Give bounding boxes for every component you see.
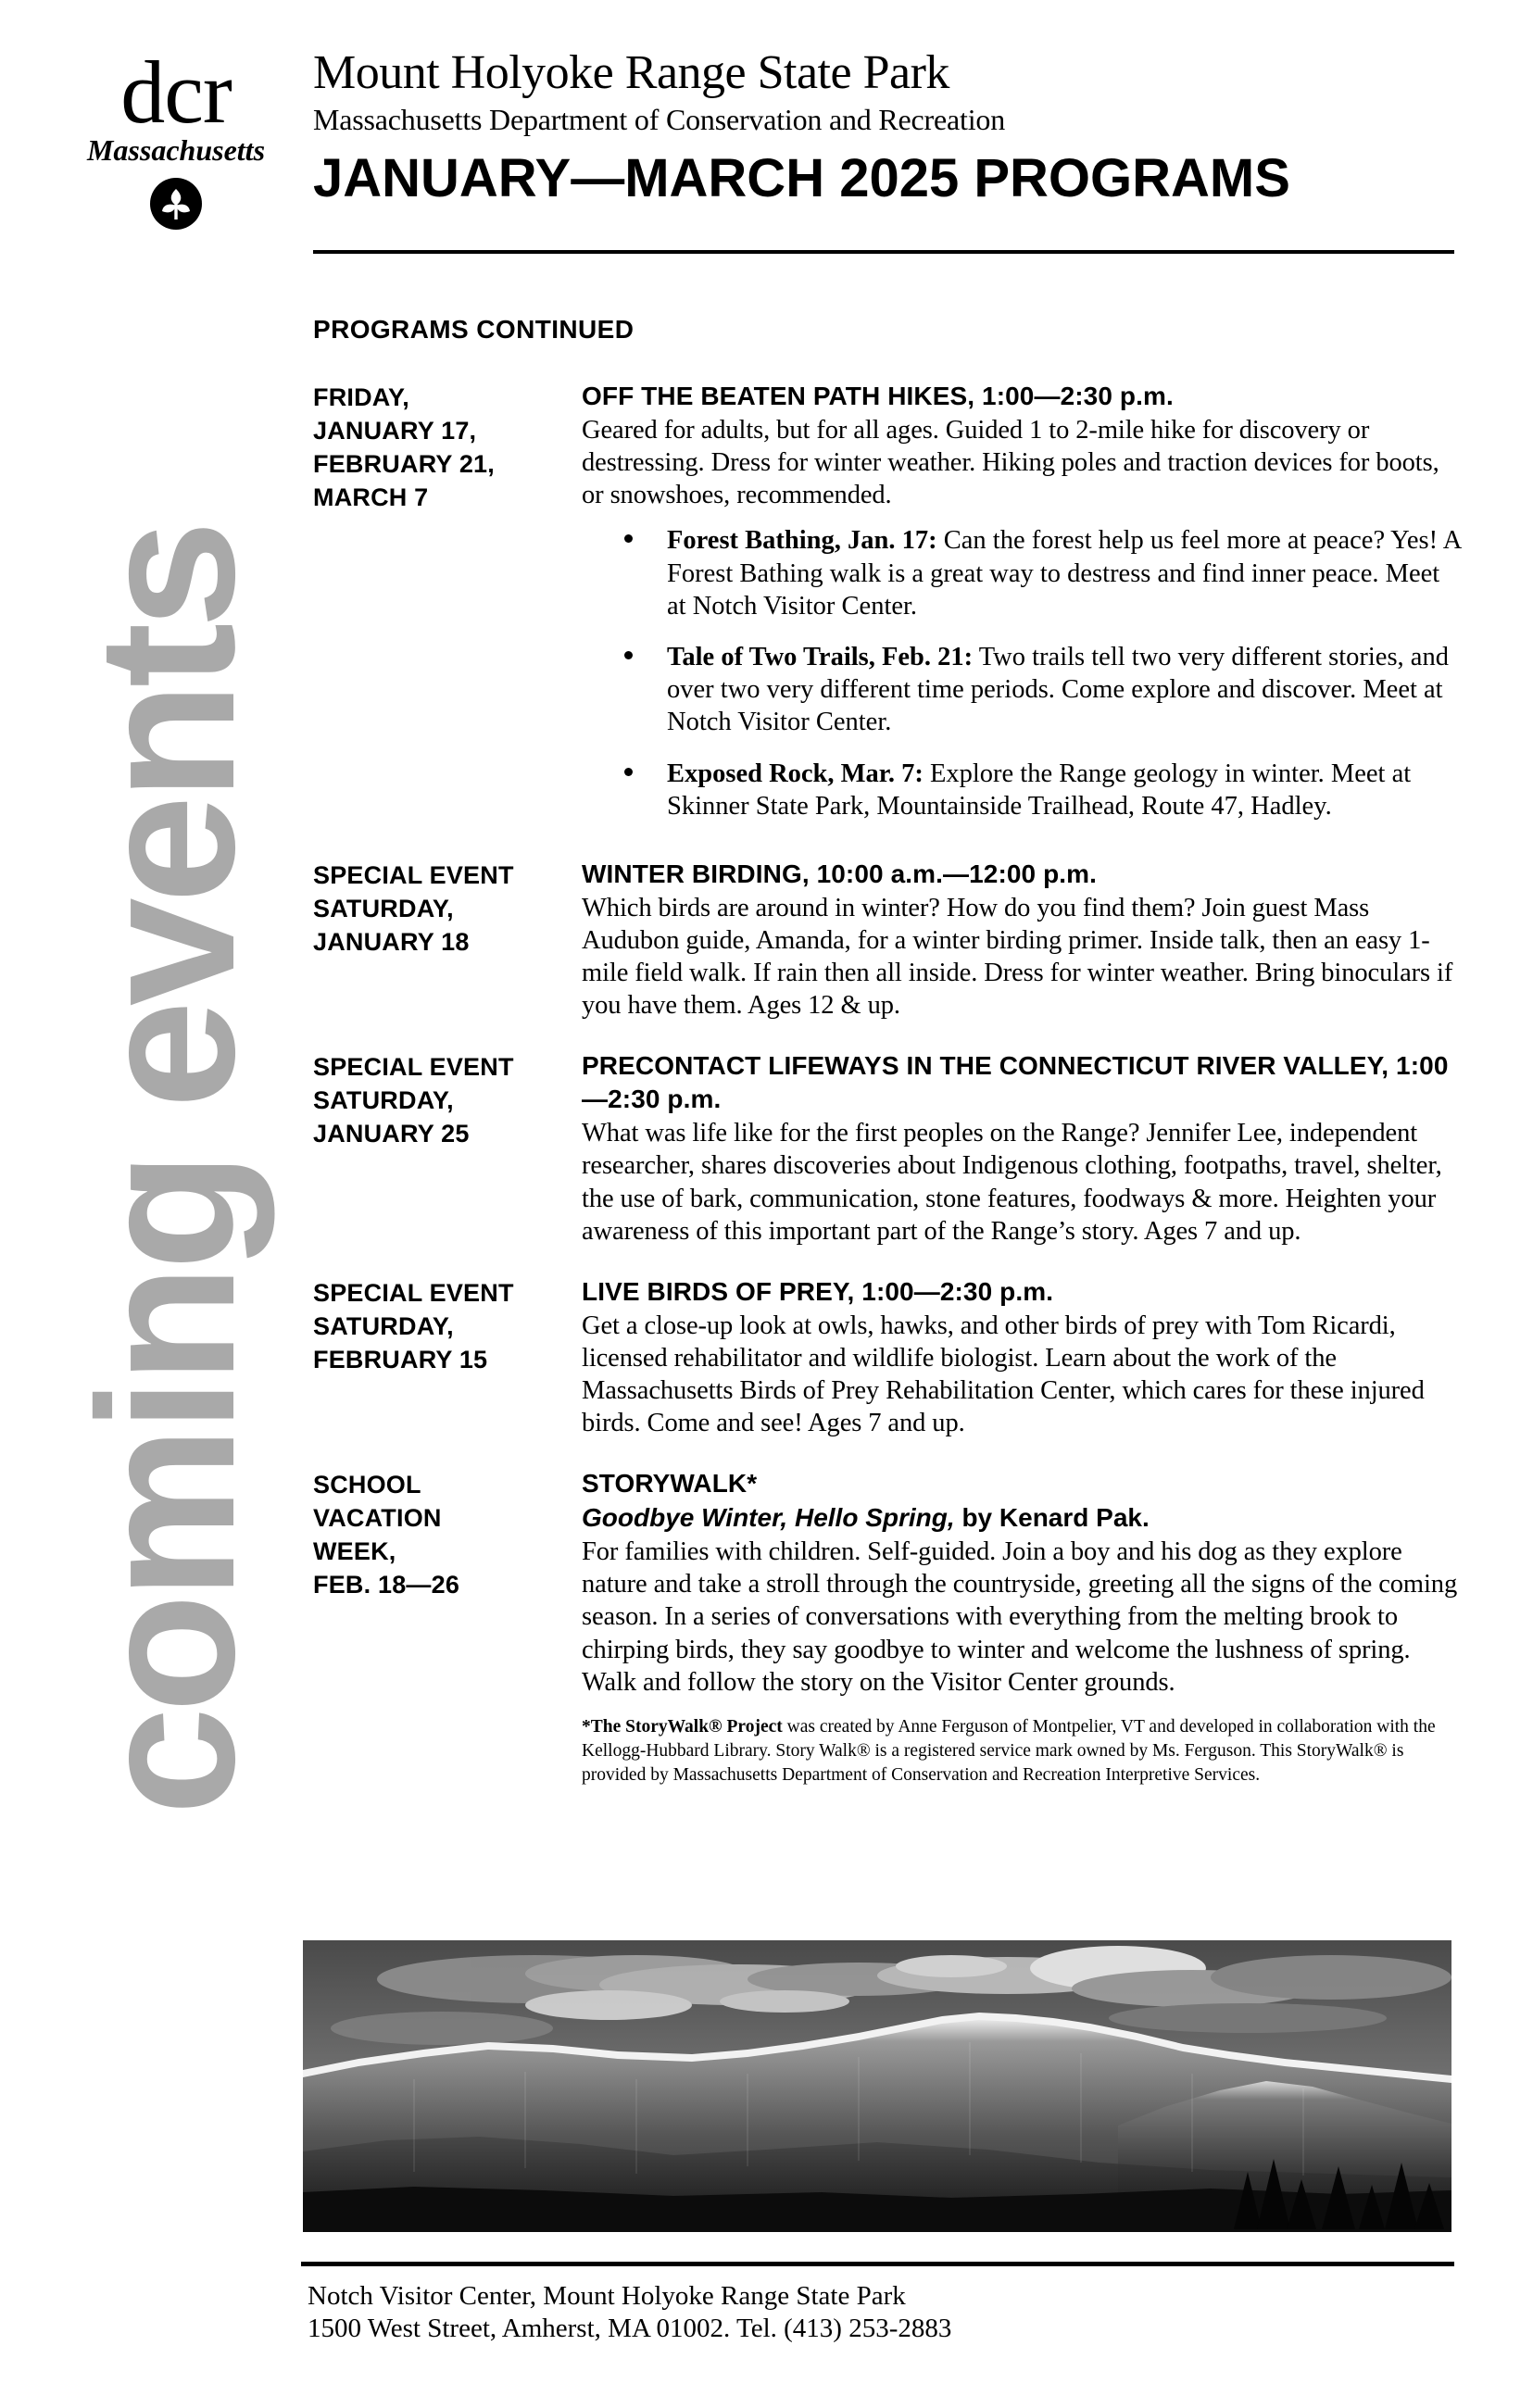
masthead-titles: [313, 48, 1462, 208]
schedule-line: JANUARY 17,: [313, 416, 477, 445]
program-description: Geared for adults, but for all ages. Guided 1 to 2-mile hike for discovery or destressing. Dress for winter weather. Hiking poles and traction devices for boots, or snowshoes, recommended.: [582, 415, 1439, 510]
bullet-dot-icon: [624, 768, 633, 776]
footer-contact: [308, 2280, 1456, 2346]
footer-line-2: 1500 West Street, Amherst, MA 01002. Tel. (413) 253-2883: [308, 2314, 952, 2344]
program-book-title: [582, 1501, 1462, 1535]
schedule-line: SATURDAY,: [313, 894, 454, 922]
list-item: [582, 641, 1462, 739]
storywalk-footnote: [582, 1715, 1462, 1787]
dcr-state-label: Massachusetts: [86, 133, 266, 168]
footnote-lead: *The StoryWalk® Project: [582, 1717, 783, 1737]
program-details: [582, 380, 1462, 826]
bullet-text: Two trails tell two very different stories, and over two very different time periods. Come explore and discover. Meet at Notch Visitor Center.: [667, 642, 1449, 737]
footnote-body: was created by Anne Ferguson of Montpelier, VT and developed in collaboration with the Kellogg-Hubbard Library. Story Walk® is a registered service mark owned by Ms. Ferguson. This StoryWalk® is provided by Massachusetts Department of Conservation and Recreation Interpretive Services.: [582, 1717, 1436, 1785]
schedule-line: SATURDAY,: [313, 1311, 454, 1340]
schedule-line: FEB. 18—26: [313, 1571, 460, 1599]
program-schedule: [313, 858, 582, 959]
programs-content: [313, 315, 1462, 1815]
program-entry: [313, 858, 1462, 1022]
bullet-lead: Tale of Two Trails, Feb. 21:: [667, 642, 974, 671]
schedule-line: SPECIAL EVENT: [313, 860, 514, 889]
mountain-range-photo: [303, 1940, 1451, 2232]
book-author: by Kenard Pak.: [954, 1503, 1150, 1533]
list-item: [582, 758, 1462, 822]
bullet-lead: Forest Bathing, Jan. 17:: [667, 526, 937, 556]
tree-leaf-seal-icon: [149, 177, 203, 231]
program-schedule: [313, 380, 582, 515]
program-entry: [313, 1049, 1462, 1247]
program-details: [582, 1275, 1462, 1440]
coming-events-watermark: coming events: [57, 525, 275, 1815]
dcr-logo: [56, 43, 296, 231]
program-schedule: [313, 1467, 582, 1602]
schedule-line: FRIDAY,: [313, 383, 409, 411]
schedule-line: SPECIAL EVENT: [313, 1053, 514, 1082]
schedule-line: JANUARY 25: [313, 1120, 470, 1148]
program-schedule: [313, 1275, 582, 1377]
schedule-line: SATURDAY,: [313, 1086, 454, 1115]
schedule-line: FEBRUARY 21,: [313, 449, 495, 478]
program-bullet-list: [582, 524, 1462, 822]
schedule-line: JANUARY 18: [313, 927, 470, 956]
footer-line-1: Notch Visitor Center, Mount Holyoke Range State Park: [308, 2281, 906, 2311]
book-title-italic: Goodbye Winter, Hello Spring,: [582, 1503, 955, 1533]
agency-subtitle: Massachusetts Department of Conservation and Recreation: [313, 102, 1006, 136]
section-heading: PROGRAMS CONTINUED: [313, 315, 635, 344]
program-title: WINTER BIRDING, 10:00 a.m.—12:00 p.m.: [582, 859, 1098, 888]
program-entry: [313, 1275, 1462, 1440]
schedule-line: SCHOOL: [313, 1471, 421, 1499]
list-item: [582, 524, 1462, 622]
masthead-divider: [313, 250, 1454, 254]
program-title: PRECONTACT LIFEWAYS IN THE CONNECTICUT RIVER VALLEY, 1:00—2:30 p.m.: [582, 1051, 1449, 1114]
program-title: LIVE BIRDS OF PREY, 1:00—2:30 p.m.: [582, 1276, 1054, 1306]
season-title: JANUARY—MARCH 2025 PROGRAMS: [313, 148, 1290, 209]
bullet-dot-icon: [624, 651, 633, 659]
bullet-text: Explore the Range geology in winter. Meet at Skinner State Park, Mountainside Trailhead, Route 47, Hadley.: [667, 759, 1412, 821]
schedule-line: SPECIAL EVENT: [313, 1278, 514, 1307]
bullet-text: Can the forest help us feel more at peace? Yes! A Forest Bathing walk is a great way to destress and find inner peace. Meet at Notch Visitor Center.: [667, 526, 1461, 621]
program-description: Which birds are around in winter? How do you find them? Join guest Mass Audubon guide, Amanda, for a winter birding primer. Inside talk, then an easy 1-mile field walk. If rain then all inside. Dress for winter weather. Bring binoculars if you have them. Ages 12 & up.: [582, 893, 1453, 1021]
program-details: [582, 1049, 1462, 1247]
program-schedule: [313, 1049, 582, 1151]
bullet-dot-icon: [624, 534, 633, 543]
program-title: STORYWALK*: [582, 1469, 758, 1499]
masthead: [0, 0, 1533, 278]
program-entry: [313, 380, 1462, 826]
program-details: [582, 858, 1462, 1022]
program-description: What was life like for the first peoples on the Range? Jennifer Lee, independent researcher, shares discoveries about Indigenous clothing, footpaths, travel, shelter, the use of bark, communication, stone features, foodways & more. Heighten your awareness of this important part of the Range’s story. Ages 7 and up.: [582, 1119, 1442, 1246]
schedule-line: VACATION: [313, 1504, 442, 1533]
dcr-wordmark: dcr: [120, 43, 232, 142]
schedule-line: FEBRUARY 15: [313, 1345, 488, 1373]
footer-divider: [301, 2262, 1454, 2266]
program-title: OFF THE BEATEN PATH HIKES, 1:00—2:30 p.m.: [582, 382, 1174, 410]
program-entry: [313, 1467, 1462, 1787]
bullet-lead: Exposed Rock, Mar. 7:: [667, 759, 924, 788]
program-description: For families with children. Self-guided. Join a boy and his dog as they explore nature and take a stroll through the countryside, greeting all the signs of the coming season. In a series of conversations with everything from the melting brook to chirping birds, they say goodbye to winter and welcome the lushness of spring. Walk and follow the story on the Visitor Center grounds.: [582, 1537, 1458, 1697]
page-title: Mount Holyoke Range State Park: [313, 46, 949, 99]
program-description: Get a close-up look at owls, hawks, and other birds of prey with Tom Ricardi, licensed rehabilitator and wildlife biologist. Learn about the work of the Massachusetts Birds of Prey Rehabilitation Center, which cares for these injured birds. Come and see! Ages 7 and up.: [582, 1311, 1425, 1438]
schedule-line: MARCH 7: [313, 483, 429, 511]
program-details: [582, 1467, 1462, 1787]
schedule-line: WEEK,: [313, 1537, 396, 1566]
